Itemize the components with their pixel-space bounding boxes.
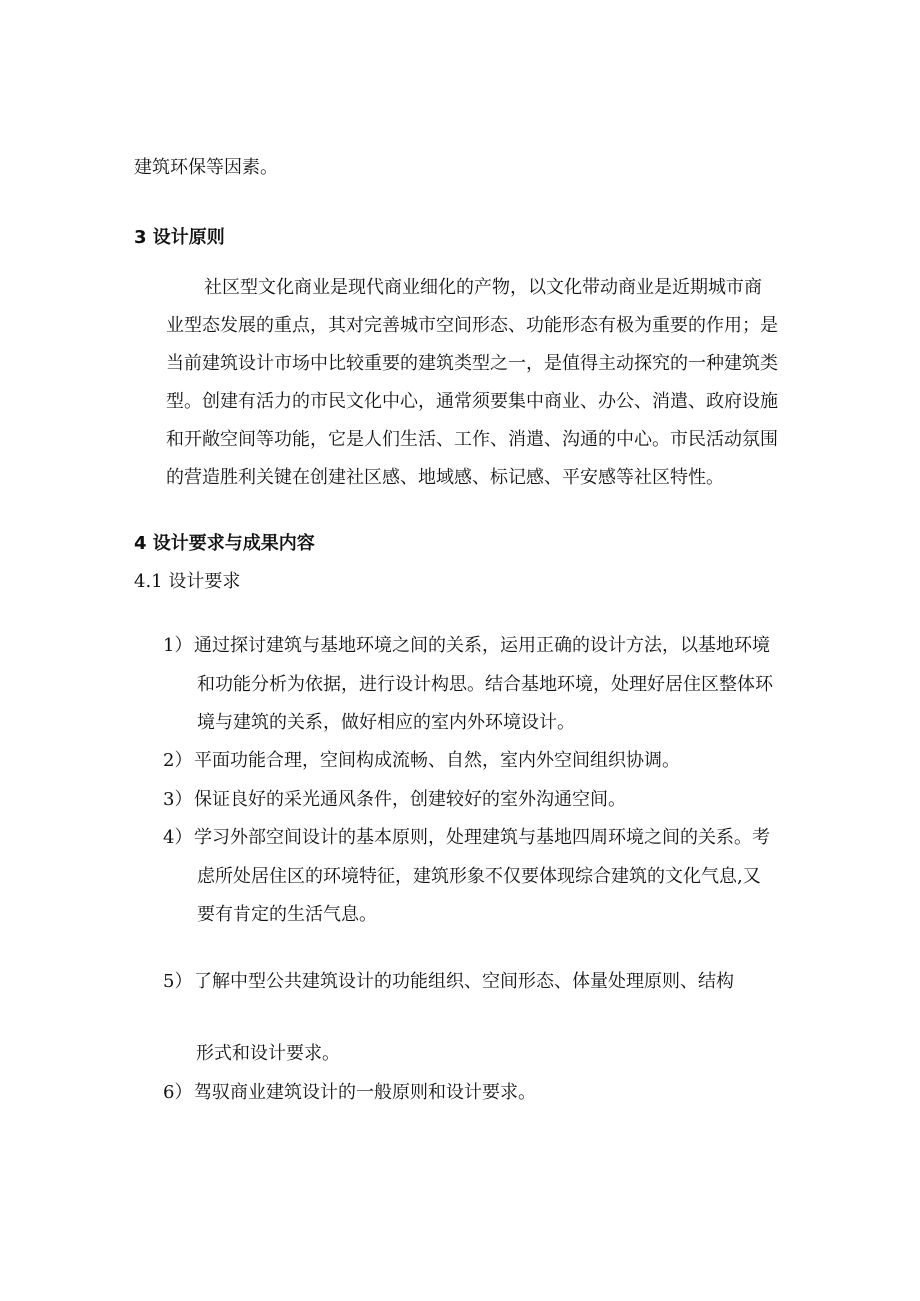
paragraph-line: 型。创建有活力的市民文化中心，通常须要集中商业、办公、消遣、政府设施 bbox=[166, 391, 778, 412]
list-item-marker: 1） bbox=[163, 635, 193, 656]
list-item-marker: 3） bbox=[163, 789, 193, 810]
list-item-marker: 5） bbox=[163, 971, 193, 992]
list-item-line: 形式和设计要求。 bbox=[196, 1043, 340, 1064]
paragraph-line: 当前建筑设计市场中比较重要的建筑类型之一，是值得主动探究的一种建筑类 bbox=[166, 353, 778, 374]
list-item-marker: 6） bbox=[163, 1082, 193, 1103]
list-item-marker: 4） bbox=[163, 827, 193, 848]
paragraph-line: 和开敞空间等功能，它是人们生活、工作、消遣、沟通的中心。市民活动氛围 bbox=[166, 429, 778, 450]
list-item-line: 通过探讨建筑与基地环境之间的关系，运用正确的设计方法，以基地环境 bbox=[194, 635, 770, 656]
section-4-1-subheading: 4.1 设计要求 bbox=[134, 571, 241, 592]
list-item-line: 了解中型公共建筑设计的功能组织、空间形态、体量处理原则、结构 bbox=[194, 971, 734, 992]
list-item-line: 和功能分析为依据，进行设计构思。结合基地环境，处理好居住区整体环 bbox=[197, 674, 773, 695]
paragraph-line: 社区型文化商业是现代商业细化的产物，以文化带动商业是近期城市商 bbox=[204, 277, 762, 298]
section-3-heading: 3 设计原则 bbox=[134, 227, 225, 248]
list-item-line: 学习外部空间设计的基本原则，处理建筑与基地四周环境之间的关系。考 bbox=[194, 827, 770, 848]
list-item-line: 要有肯定的生活气息。 bbox=[197, 904, 377, 925]
list-item-line: 保证良好的采光通风条件，创建较好的室外沟通空间。 bbox=[194, 789, 626, 810]
paragraph-line: 的营造胜利关键在创建社区感、地域感、标记感、平安感等社区特性。 bbox=[166, 467, 724, 488]
list-item-line: 境与建筑的关系，做好相应的室内外环境设计。 bbox=[197, 712, 575, 733]
list-item-marker: 2） bbox=[163, 750, 193, 771]
list-item-line: 平面功能合理，空间构成流畅、自然，室内外空间组织协调。 bbox=[194, 750, 680, 771]
intro-tail-text: 建筑环保等因素。 bbox=[134, 157, 278, 178]
section-4-heading: 4 设计要求与成果内容 bbox=[134, 533, 315, 554]
paragraph-line: 业型态发展的重点，其对完善城市空间形态、功能形态有极为重要的作用；是 bbox=[166, 315, 778, 336]
list-item-line: 驾驭商业建筑设计的一般原则和设计要求。 bbox=[194, 1082, 536, 1103]
list-item-line: 虑所处居住区的环境特征，建筑形象不仅要体现综合建筑的文化气息,又 bbox=[197, 866, 761, 887]
